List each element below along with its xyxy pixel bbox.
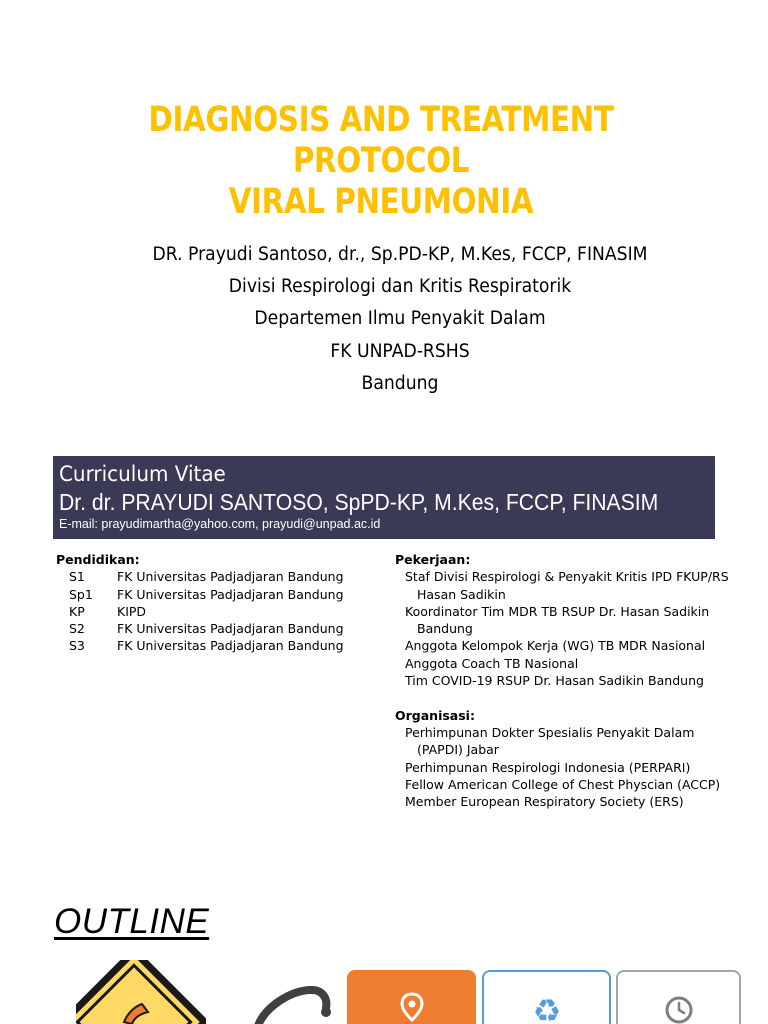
education-heading: Pendidikan: (56, 552, 140, 567)
organization-heading: Organisasi: (395, 707, 475, 723)
degree-institution: KIPD (117, 603, 147, 619)
organization-item: Perhimpunan Respirologi Indonesia (PERPARI) (405, 759, 691, 775)
title-slide (0, 0, 768, 420)
degree-code: S1 (69, 569, 85, 585)
education-row (56, 620, 344, 637)
outline-heading: OUTLINE (54, 902, 210, 941)
work-item: Anggota Kelompok Kerja (WG) TB MDR Nasional (405, 638, 706, 654)
degree-code: S2 (69, 621, 85, 637)
title-line: VIRAL PNEUMONIA (228, 182, 534, 222)
svg-text:♻: ♻ (532, 994, 561, 1024)
work-heading: Pekerjaan: (395, 552, 471, 567)
degree-code: S3 (69, 638, 85, 654)
outline-tile-clock[interactable] (616, 970, 741, 1024)
author-block (28, 239, 768, 400)
title-line: PROTOCOL (292, 141, 470, 181)
author-department: Departemen Ilmu Penyakit Dalam (254, 308, 546, 330)
degree-code: KP (69, 603, 85, 619)
work-item: Staf Divisi Respirologi & Penyakit Kritis IPD FKUP/RS (405, 569, 729, 585)
organization-item: Perhimpunan Dokter Spesialis Penyakit Dalam (405, 724, 695, 740)
degree-institution: FK Universitas Padjadjaran Bandung (117, 569, 344, 585)
degree-code: Sp1 (69, 586, 93, 602)
education-row (56, 637, 344, 654)
work-organization-section (395, 551, 729, 810)
education-row (56, 568, 344, 585)
work-item-continuation: Hasan Sadikin (417, 586, 506, 602)
education-section (56, 551, 344, 655)
author-division: Divisi Respirologi dan Kritis Respiratorik (228, 276, 572, 298)
cv-email: E-mail: prayudimartha@yahoo.com, prayudi@unpad.ac.id (59, 517, 381, 531)
work-item: Anggota Coach TB Nasional (405, 655, 579, 671)
organization-item-continuation: (PAPDI) Jabar (417, 742, 499, 758)
degree-institution: FK Universitas Padjadjaran Bandung (117, 621, 344, 637)
outline-tile-recycle[interactable] (482, 970, 611, 1024)
author-name: DR. Prayudi Santoso, dr., Sp.PD-KP, M.Kes, FCCP, FINASIM (152, 244, 648, 265)
education-row (56, 603, 147, 620)
presentation-title (61, 100, 701, 223)
author-city: Bandung (361, 372, 439, 394)
location-pin-icon (399, 992, 425, 1022)
title-line: DIAGNOSIS AND TREATMENT (148, 100, 614, 140)
degree-institution: FK Universitas Padjadjaran Bandung (117, 638, 344, 654)
organization-item: Fellow American College of Chest Physcian (ACCP) (405, 776, 721, 792)
recycle-icon (530, 994, 564, 1024)
cv-header (53, 456, 715, 539)
outline-icon-row (0, 960, 768, 1024)
organization-item: Member European Respiratory Society (ERS) (405, 794, 684, 810)
author-institution: FK UNPAD-RSHS (330, 340, 470, 362)
outline-tile-location[interactable] (347, 970, 476, 1024)
degree-institution: FK Universitas Padjadjaran Bandung (117, 586, 344, 602)
work-item-continuation: Bandung (417, 621, 473, 637)
cv-heading: Curriculum Vitae (59, 462, 226, 486)
education-row (56, 586, 344, 603)
stethoscope-icon (246, 960, 336, 1024)
warning-sign-icon (76, 960, 206, 1024)
work-item: Tim COVID-19 RSUP Dr. Hasan Sadikin Bandung (405, 673, 704, 689)
clock-icon (663, 994, 695, 1024)
work-item: Koordinator Tim MDR TB RSUP Dr. Hasan Sadikin (405, 603, 710, 619)
cv-name: Dr. dr. PRAYUDI SANTOSO, SpPD-KP, M.Kes, FCCP, FINASIM (59, 489, 659, 515)
